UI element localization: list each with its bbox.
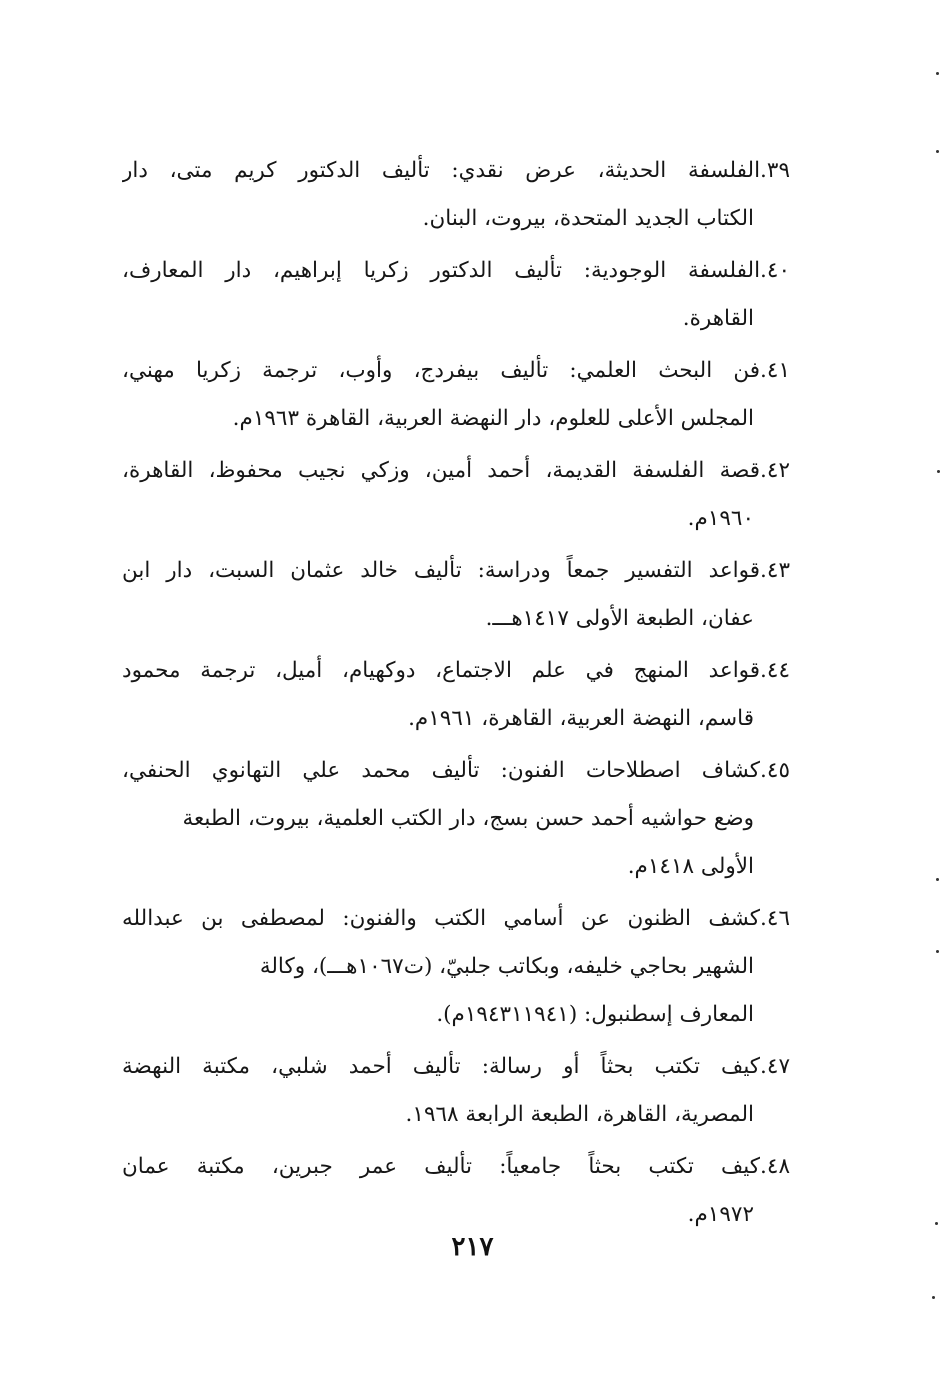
reference-number: ٣٩.: [760, 158, 790, 183]
reference-line: [122, 647, 790, 695]
reference-text: كيف تكتب بحثاً أو رسالة: تأليف أحمد شلبي، مكتبة النهضة: [122, 1054, 761, 1079]
reference-text: قصة الفلسفة القديمة، أحمد أمين، وزكي نجيب محفوظ، القاهرة،: [122, 458, 761, 483]
reference-number: ٤٧.: [760, 1054, 790, 1079]
reference-text: كيف تكتب بحثاً جامعياً: تأليف عمر جبرين، مكتبة عمان: [122, 1154, 761, 1179]
reference-item: [122, 547, 790, 643]
reference-number: ٤٢.: [760, 458, 790, 483]
reference-item: [122, 247, 790, 343]
reference-line: [122, 1043, 790, 1091]
reference-number: ٤٦.: [760, 906, 790, 931]
reference-line: [122, 547, 790, 595]
reference-line: الشهير بحاجي خليفه، وبكاتب جلبيّ، (ت١٠٦٧هـــ)، وكالة: [259, 954, 754, 979]
reference-line: الكتاب الجديد المتحدة، بيروت، البنان.: [422, 206, 754, 231]
reference-item: [122, 347, 790, 443]
reference-line: المعارف إسطنبول: (١٩٤٣١١٩٤١م).: [436, 1002, 754, 1027]
scan-mark: [937, 470, 940, 473]
scan-mark: [932, 1296, 935, 1299]
reference-text: كشاف اصطلاحات الفنون: تأليف محمد علي التهانوي الحنفي،: [122, 758, 761, 783]
reference-text: كشف الظنون عن أسامي الكتب والفنون: لمصطفى بن عبدالله: [122, 906, 761, 931]
reference-line: المصرية، القاهرة، الطبعة الرابعة ١٩٦٨.: [405, 1102, 754, 1127]
scan-mark: [936, 150, 939, 153]
reference-number: ٤٥.: [760, 758, 790, 783]
reference-line: ١٩٧٢م.: [687, 1202, 754, 1227]
reference-line: [122, 747, 790, 795]
page-number: ٢١٧: [451, 1232, 494, 1262]
reference-line: [122, 895, 790, 943]
reference-text: فن البحث العلمي: تأليف بيفردج، وأوب، ترجمة زكريا مهني،: [122, 358, 761, 383]
scan-mark: [936, 72, 939, 75]
scan-mark: [936, 878, 939, 881]
reference-text: قواعد التفسير جمعاً ودراسة: تأليف خالد عثمان السبت، دار ابن: [122, 558, 761, 583]
reference-line: [122, 247, 790, 295]
scan-mark: [935, 1222, 938, 1225]
reference-line: القاهرة.: [682, 306, 754, 331]
reference-item: [122, 647, 790, 743]
reference-text: الفلسفة الحديثة، عرض نقدي: تأليف الدكتور كريم متى، دار: [122, 158, 761, 183]
reference-item: [122, 747, 790, 891]
reference-item: [122, 447, 790, 543]
reference-number: ٤٨.: [760, 1154, 790, 1179]
reference-line: عفان، الطبعة الأولى ١٤١٧هـــ.: [485, 606, 754, 631]
reference-item: [122, 895, 790, 1039]
reference-line: قاسم، النهضة العربية، القاهرة، ١٩٦١م.: [408, 706, 754, 731]
reference-line: ١٩٦٠م.: [687, 506, 754, 531]
reference-line: [122, 347, 790, 395]
reference-line: المجلس الأعلى للعلوم، دار النهضة العربية، القاهرة ١٩٦٣م.: [232, 406, 754, 431]
reference-line: وضع حواشيه أحمد حسن بسج، دار الكتب العلمية، بيروت، الطبعة: [182, 806, 754, 831]
reference-item: [122, 147, 790, 243]
reference-line: [122, 447, 790, 495]
reference-item: [122, 1043, 790, 1139]
reference-number: ٤١.: [760, 358, 790, 383]
reference-line: [122, 147, 790, 195]
reference-number: ٤٣.: [760, 558, 790, 583]
reference-number: ٤٠.: [760, 258, 790, 283]
scan-mark: [936, 950, 939, 953]
reference-text: قواعد المنهج في علم الاجتماع، دوكهيام، أميل، ترجمة محمود: [122, 658, 761, 683]
reference-item: [122, 1143, 790, 1239]
reference-number: ٤٤.: [760, 658, 790, 683]
reference-text: الفلسفة الوجودية: تأليف الدكتور زكريا إبراهيم، دار المعارف،: [122, 258, 761, 283]
reference-line: [122, 1143, 790, 1191]
reference-line: الأولى ١٤١٨م.: [627, 854, 754, 879]
reference-list: [122, 147, 790, 1243]
